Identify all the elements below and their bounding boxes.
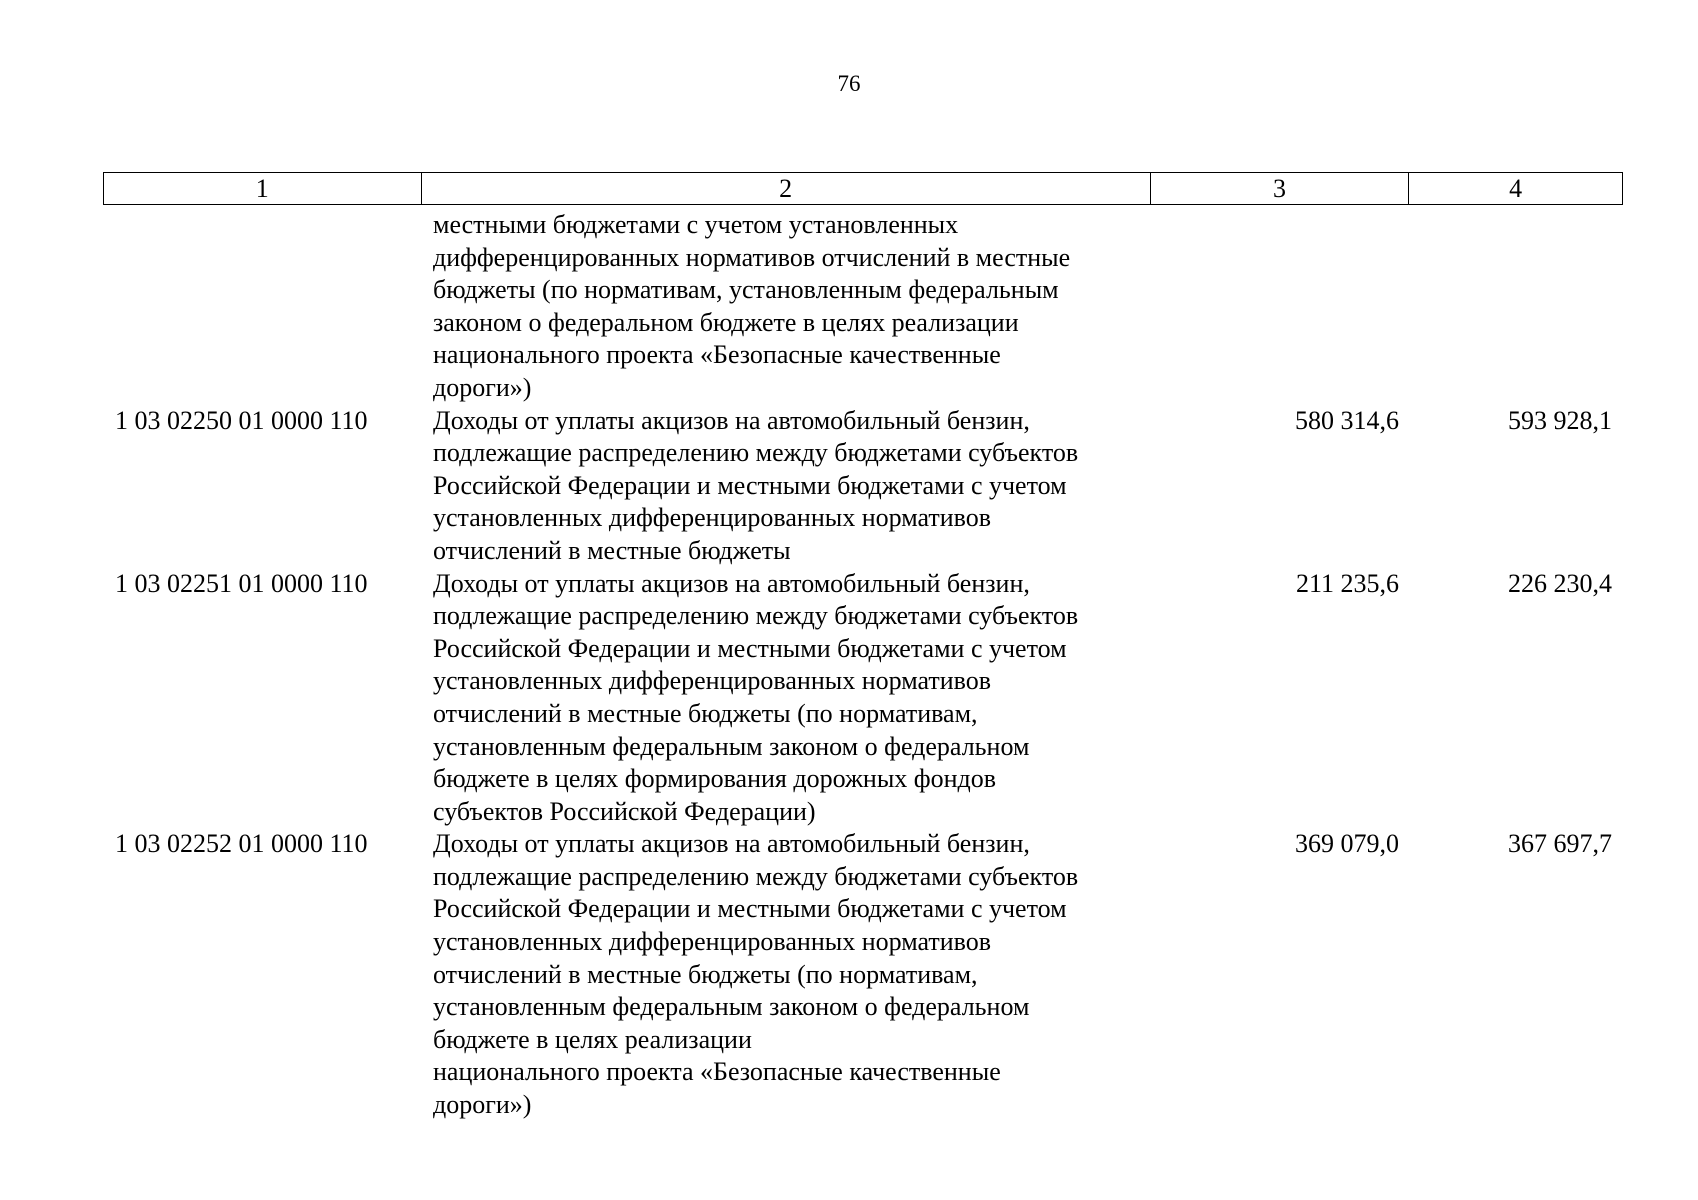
description-line: отчислений в местные бюджеты (по нормативам,: [433, 959, 978, 989]
description-line: субъектов Российской Федерации): [433, 796, 816, 826]
amount-cell-col4: 593 928,1: [1508, 405, 1612, 435]
amount-cell-col4: 226 230,4: [1508, 568, 1612, 598]
description-line: бюджете в целях реализации: [433, 1024, 752, 1054]
header-cell-4: 4: [1509, 174, 1523, 203]
amount-cell-col3: [1151, 209, 1410, 405]
description-line: дифференцированных нормативов отчислений в местные: [433, 242, 1071, 272]
description-line: местными бюджетами с учетом установленных: [433, 210, 959, 239]
description-line: дороги»): [433, 1090, 532, 1120]
description-line: подлежащие распределению между бюджетами субъектов: [433, 601, 1079, 631]
table-body: [103, 209, 1623, 1122]
description-line: подлежащие распределению между бюджетами субъектов: [433, 438, 1079, 468]
table-row: [103, 828, 1623, 1121]
description-line: Доходы от уплаты акцизов на автомобильный бензин,: [433, 568, 1030, 598]
amount-cell-col3: 580 314,6: [1295, 405, 1399, 435]
description-cell: [421, 568, 1151, 829]
description-line: установленных дифференцированных нормативов: [433, 666, 992, 696]
description-line: установленным федеральным законом о федеральном: [433, 731, 1030, 761]
description-line: дороги»): [433, 372, 532, 402]
description-line: национального проекта «Безопасные качественные: [433, 340, 1001, 370]
amount-cell-col3: 211 235,6: [1295, 568, 1399, 598]
description-line: Российской Федерации и местными бюджетами с учетом: [433, 470, 1067, 500]
description-cell: [421, 828, 1151, 1121]
description-line: установленных дифференцированных нормативов: [433, 927, 992, 957]
description-cell: [421, 209, 1151, 405]
header-cell-1: 1: [104, 173, 422, 204]
description-line: отчислений в местные бюджеты (по нормативам,: [433, 698, 978, 728]
budget-code-cell: 1 03 02252 01 0000 110: [115, 829, 368, 859]
budget-code-cell: [103, 209, 421, 405]
description-line: установленным федеральным законом о федеральном: [433, 992, 1030, 1022]
table-row: [103, 568, 1623, 829]
description-line: законом о федеральном бюджете в целях реализации: [433, 307, 1019, 337]
description-line: отчислений в местные бюджеты: [433, 535, 791, 565]
budget-code-cell: 1 03 02251 01 0000 110: [115, 568, 368, 598]
description-line: бюджете в целях формирования дорожных фондов: [433, 764, 997, 794]
description-line: подлежащие распределению между бюджетами субъектов: [433, 861, 1079, 891]
table-row: [103, 405, 1623, 568]
header-cell-3: 3: [1151, 173, 1410, 204]
description-line: Российской Федерации и местными бюджетами с учетом: [433, 633, 1067, 663]
description-cell: [421, 405, 1151, 568]
amount-cell-col3: 369 079,0: [1295, 829, 1399, 859]
amount-cell-col4: 367 697,7: [1508, 829, 1612, 859]
description-line: Доходы от уплаты акцизов на автомобильный бензин,: [433, 405, 1030, 435]
table-header-row: [103, 172, 1623, 205]
description-line: Российской Федерации и местными бюджетами с учетом: [433, 894, 1067, 924]
page-number: 76: [837, 71, 861, 96]
description-line: бюджеты (по нормативам, установленным федеральным: [433, 275, 1059, 305]
description-line: национального проекта «Безопасные качественные: [433, 1057, 1001, 1087]
description-line: установленных дифференцированных нормативов: [433, 503, 992, 533]
description-line: Доходы от уплаты акцизов на автомобильный бензин,: [433, 829, 1030, 859]
table-row: [103, 209, 1623, 405]
budget-code-cell: 1 03 02250 01 0000 110: [115, 405, 368, 435]
amount-cell-col4: [1410, 209, 1623, 405]
header-cell-2: 2: [422, 173, 1151, 204]
